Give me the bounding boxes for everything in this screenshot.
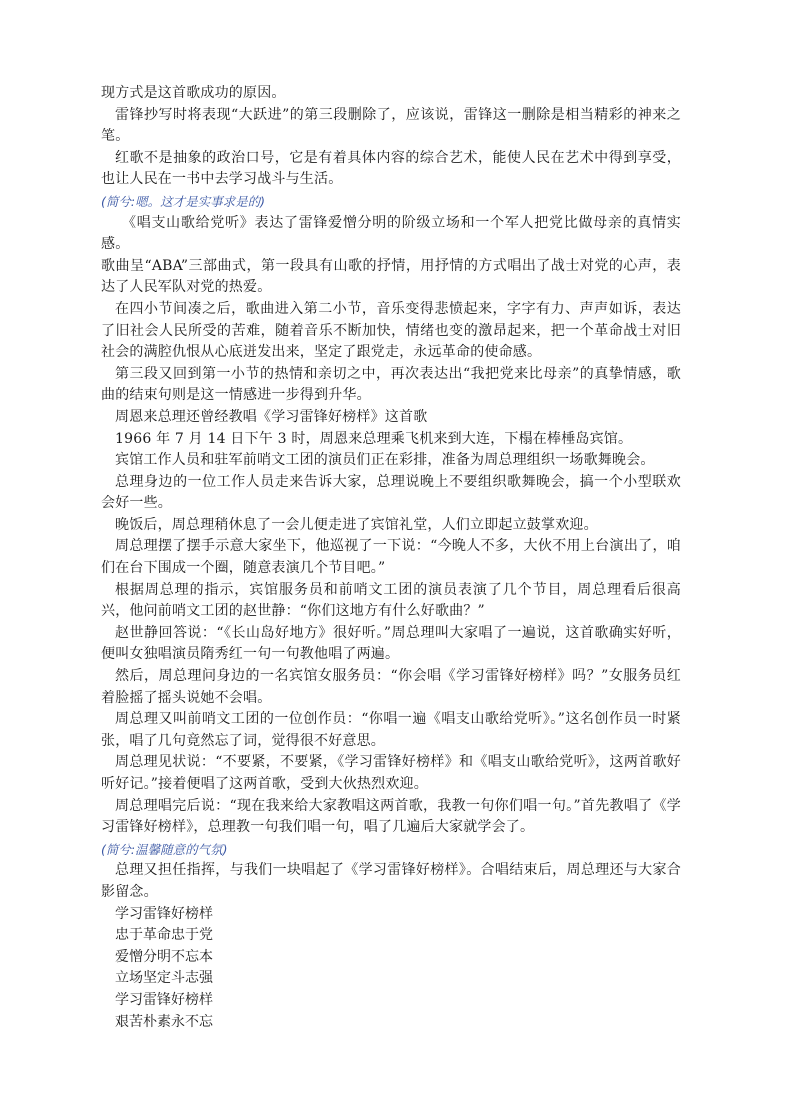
paragraph: 1966 年 7 月 14 日下午 3 时，周恩来总理乘飞机来到大连，下榻在棒棰岛宾馆。 [115, 430, 633, 447]
document-page [101, 83, 681, 1033]
paragraph: 周总理唱完后说：“现在我来给大家教唱这两首歌，我教一句你们唱一句。”首先教唱了《学习雷锋好榜样》，总理教一句我们唱一句，唱了几遍后大家就学会了。 [101, 797, 681, 836]
paragraph: 总理身边的一位工作人员走来告诉大家，总理说晚上不要组织歌舞晚会，搞一个小型联欢会好一些。 [101, 473, 681, 512]
document-body [101, 83, 681, 904]
paragraph: 根据周总理的指示，宾馆服务员和前哨文工团的演员表演了几个节目，周总理看后很高兴，他问前哨文工团的赵世静：“你们这地方有什么好歌曲？” [101, 581, 681, 620]
paragraph: 周总理见状说：“不要紧，不要紧，《学习雷锋好榜样》和《唱支山歌给党听》，这两首歌好听好记。”接着便唱了这两首歌，受到大伙热烈欢迎。 [101, 754, 681, 792]
paragraph: 周总理又叫前哨文工团的一位创作员：“你唱一遍《唱支山歌给党听》。”这名创作员一时紧张，唱了几句竟然忘了词，觉得很不好意思。 [101, 711, 681, 749]
paragraph: 在四小节间凑之后，歌曲进入第二小节，音乐变得悲愤起来，字字有力、声声如诉，表达了旧社会人民所受的苦难，随着音乐不断加快，情绪也变的激昂起来，把一个革命战士对旧社会的满腔仇恨从心底迸发出来，坚定了跟党走，永远革命的使命感。 [101, 300, 681, 361]
paragraph: 歌曲呈“ABA”三部曲式，第一段具有山歌的抒情，用抒情的方式唱出了战士对党的心声，表达了人民军队对党的热爱。 [101, 257, 681, 296]
paragraph: 雷锋抄写时将表现“大跃进”的第三段删除了，应该说，雷锋这一删除是相当精彩的神来之笔。 [101, 106, 681, 145]
paragraph: 周总理摆了摆手示意大家坐下，他巡视了一下说：“今晚人不多，大伙不用上台演出了，咱们在台下围成一个圈，随意表演几个节目吧。” [101, 538, 681, 577]
lyric-line: 立场坚定斗志强 [115, 970, 213, 987]
paragraph: 赵世静回答说：“《长山岛好地方》很好听。”周总理叫大家唱了一遍说，这首歌确实好听，便叫女独唱演员隋秀红一句一句教他唱了两遍。 [101, 624, 681, 663]
lyric-line: 忠于革命忠于党 [115, 927, 213, 944]
paragraph: 现方式是这首歌成功的原因。 [101, 85, 286, 101]
lyric-line: 艰苦朴素永不忘 [115, 1013, 213, 1030]
paragraph: 晚饭后，周总理稍休息了一会儿便走进了宾馆礼堂，人们立即起立鼓掌欢迎。 [115, 516, 598, 533]
paragraph: 然后，周总理问身边的一名宾馆女服务员：“你会唱《学习雷锋好榜样》吗？”女服务员红着脸摇了摇头说她不会唱。 [101, 668, 681, 706]
song-lyrics [101, 904, 681, 1034]
annotation-note: (简兮:嗯。这才是实事求是的) [101, 193, 265, 209]
paragraph: 《唱支山歌给党听》表达了雷锋爱憎分明的阶级立场和一个军人把党比做母亲的真情实感。 [101, 214, 681, 253]
lyric-line: 爱憎分明不忘本 [115, 948, 213, 965]
lyric-line: 学习雷锋好榜样 [115, 905, 213, 922]
paragraph: 周恩来总理还曾经教唱《学习雷锋好榜样》这首歌 [115, 408, 428, 425]
paragraph: 第三段又回到第一小节的热情和亲切之中，再次表达出“我把党来比母亲”的真挚情感，歌曲的结束句则是这一情感进一步得到升华。 [101, 365, 681, 404]
lyric-line: 学习雷锋好榜样 [115, 991, 213, 1008]
paragraph: 宾馆工作人员和驻军前哨文工团的演员们正在彩排，准备为周总理组织一场歌舞晚会。 [115, 452, 655, 469]
paragraph: 总理又担任指挥，与我们一块唱起了《学习雷锋好榜样》。合唱结束后，周总理还与大家合影留念。 [101, 862, 681, 900]
annotation-note: (简兮:温馨随意的气氛) [101, 841, 228, 857]
paragraph: 红歌不是抽象的政治口号，它是有着具体内容的综合艺术，能使人民在艺术中得到享受，也让人民在一书中去学习战斗与生活。 [101, 149, 681, 188]
